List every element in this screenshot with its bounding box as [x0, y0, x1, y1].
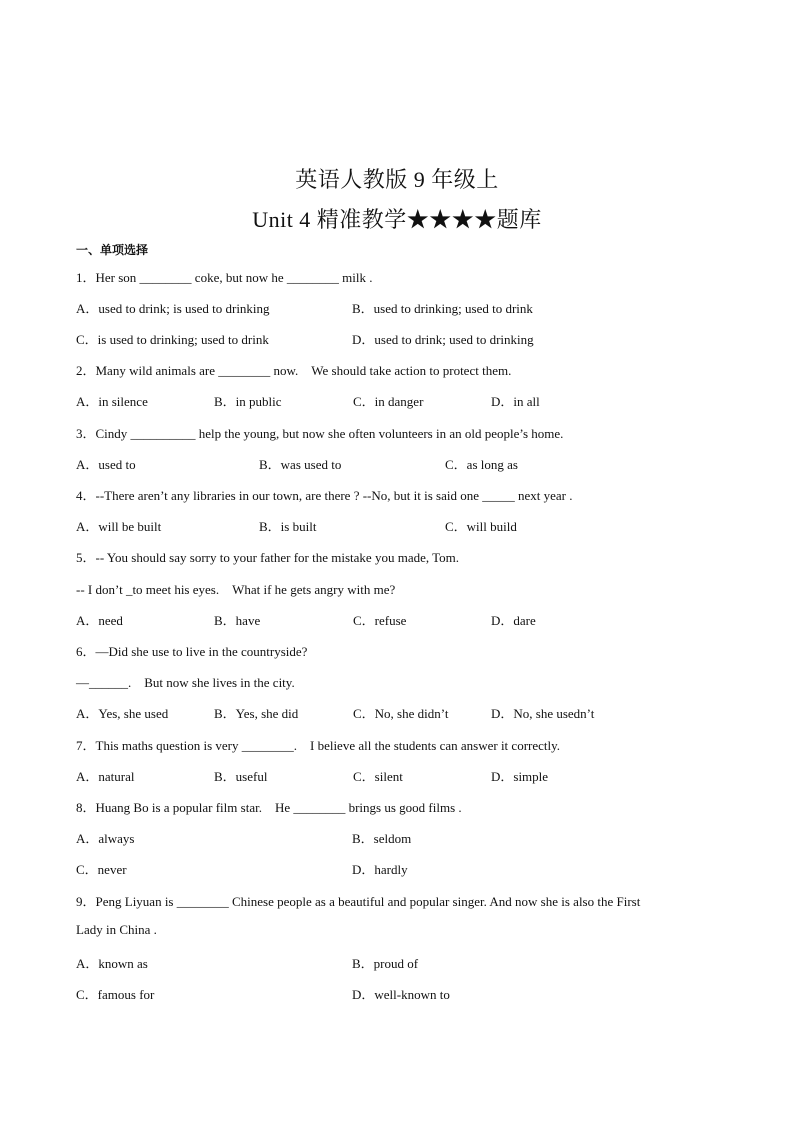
option-b[interactable]: B．proud of: [352, 956, 419, 971]
option-d[interactable]: D．in all: [491, 394, 540, 409]
option-d[interactable]: D．well-known to: [352, 987, 450, 1002]
option-b[interactable]: B．Yes, she did: [214, 706, 299, 721]
question-stem-continued: -- I don’t _to meet his eyes. What if he gets angry with me?: [76, 582, 396, 597]
option-a[interactable]: A．natural: [76, 769, 135, 784]
option-c[interactable]: C．as long as: [445, 457, 518, 472]
option-c[interactable]: C．No, she didn’t: [353, 706, 449, 721]
option-b[interactable]: B．used to drinking; used to drink: [352, 301, 533, 316]
option-c[interactable]: C．refuse: [353, 613, 407, 628]
option-c[interactable]: C．famous for: [76, 987, 155, 1002]
question-stem: 2．Many wild animals are ________ now. We should take action to protect them.: [76, 363, 512, 378]
option-d[interactable]: D．No, she usedn’t: [491, 706, 595, 721]
option-d[interactable]: D．hardly: [352, 862, 408, 877]
option-c[interactable]: C．is used to drinking; used to drink: [76, 332, 269, 347]
option-b[interactable]: B．in public: [214, 394, 282, 409]
question-stem-continued: Lady in China .: [76, 922, 157, 937]
document-title: 英语人教版 9 年级上: [295, 167, 499, 192]
option-d[interactable]: D．simple: [491, 769, 549, 784]
option-c[interactable]: C．in danger: [353, 394, 424, 409]
question-stem: 9．Peng Liyuan is ________ Chinese people as a beautiful and popular singer. And now she is also the First: [76, 894, 641, 909]
option-a[interactable]: A．in silence: [76, 394, 148, 409]
section-heading: 一、单项选择: [76, 243, 149, 257]
option-a[interactable]: A．need: [76, 613, 123, 628]
question-stem-continued: —______. But now she lives in the city.: [76, 675, 295, 690]
option-b[interactable]: B．was used to: [259, 457, 342, 472]
option-c[interactable]: C．will build: [445, 519, 517, 534]
document-subtitle: Unit 4 精准教学★★★★题库: [252, 207, 542, 232]
option-a[interactable]: A．always: [76, 831, 135, 846]
option-d[interactable]: D．dare: [491, 613, 536, 628]
option-a[interactable]: A．used to drink; is used to drinking: [76, 301, 270, 316]
option-d[interactable]: D．used to drink; used to drinking: [352, 332, 534, 347]
option-a[interactable]: A．will be built: [76, 519, 162, 534]
question-stem: 5．-- You should say sorry to your father for the mistake you made, Tom.: [76, 550, 460, 565]
option-c[interactable]: C．never: [76, 862, 127, 877]
option-b[interactable]: B．useful: [214, 769, 268, 784]
question-stem: 3．Cindy __________ help the young, but now she often volunteers in an old people’s home.: [76, 426, 564, 441]
option-b[interactable]: B．have: [214, 613, 261, 628]
option-a[interactable]: A．known as: [76, 956, 148, 971]
question-stem: 6．—Did she use to live in the countryside?: [76, 644, 308, 659]
question-stem: 1．Her son ________ coke, but now he ________ milk .: [76, 270, 373, 285]
option-a[interactable]: A．used to: [76, 457, 136, 472]
question-stem: 4．--There aren’t any libraries in our town, are there ? --No, but it is said one _____ next year .: [76, 488, 573, 503]
option-b[interactable]: B．is built: [259, 519, 317, 534]
question-stem: 7．This maths question is very ________. I believe all the students can answer it correctly.: [76, 738, 561, 753]
option-b[interactable]: B．seldom: [352, 831, 412, 846]
option-c[interactable]: C．silent: [353, 769, 403, 784]
question-stem: 8．Huang Bo is a popular film star. He ________ brings us good films .: [76, 800, 462, 815]
option-a[interactable]: A．Yes, she used: [76, 706, 169, 721]
